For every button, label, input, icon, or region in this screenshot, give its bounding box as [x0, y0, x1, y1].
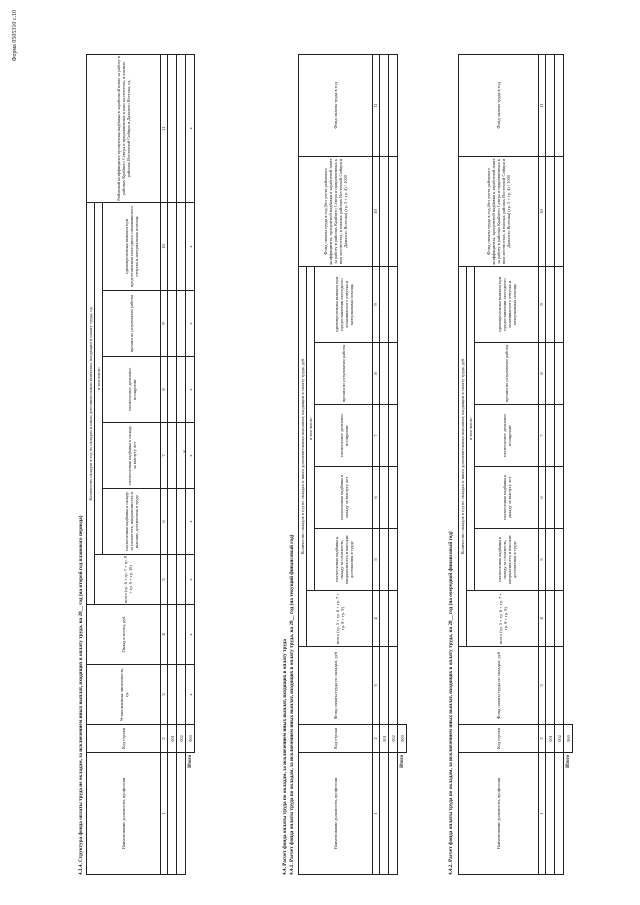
total-label: Итого	[565, 755, 571, 768]
num-7: 7	[373, 405, 380, 467]
cell[interactable]	[380, 467, 389, 529]
h-c9: единовременная выплата при предоставлении ежегодного оплачиваемого отпуска и материальная помощь	[475, 266, 539, 342]
h-c6: ежемесячная надбавка к окладу за выслугу лет	[315, 467, 373, 529]
h-c5: ежемесячная надбавка к окладу за сложность, напряженность и высокие достижения в труде	[475, 529, 539, 591]
table-4-4-1	[298, 54, 407, 875]
num-3: 3	[539, 647, 546, 725]
cell[interactable]	[177, 489, 186, 555]
cell[interactable]	[168, 489, 177, 555]
num-10: 10	[539, 156, 546, 266]
num-11: 11	[161, 54, 168, 202]
num-8: 8	[161, 357, 168, 423]
total-row	[186, 54, 195, 874]
num-8: 8	[539, 343, 546, 405]
row-code: 002	[555, 725, 564, 753]
column-numbers-row	[373, 54, 380, 874]
cell[interactable]	[555, 54, 564, 156]
column-numbers-row	[539, 54, 546, 874]
num-2: 2	[539, 725, 546, 753]
h-est: Установленная численность, ед.	[87, 665, 161, 725]
cell[interactable]	[168, 423, 177, 489]
h-group: Количество окладов в год по окладам и иным дополнительным выплатам, входящим в оплату труда, руб	[459, 266, 467, 646]
cell[interactable]	[555, 467, 564, 529]
cell[interactable]	[389, 156, 398, 266]
num-1: 1	[161, 753, 168, 875]
cell[interactable]	[389, 591, 398, 647]
h-fot: Фонд оплаты труда по окладам, руб	[299, 647, 373, 725]
num-6: 6	[373, 467, 380, 529]
h-total: всего (гр. 5 + гр. 6 + гр. 7 + гр. 8 + гр. 9)	[307, 591, 373, 647]
num-7: 7	[161, 423, 168, 489]
total-code: 900	[186, 725, 195, 753]
num-2: 2	[161, 725, 168, 753]
cell[interactable]	[546, 529, 555, 591]
num-1: 1	[373, 753, 380, 875]
cell[interactable]	[546, 266, 555, 342]
num-2: 2	[373, 725, 380, 753]
h-c11: Фонд оплаты труда в год	[459, 54, 539, 156]
cell[interactable]	[546, 405, 555, 467]
cell[interactable]	[380, 647, 389, 725]
cell[interactable]	[177, 291, 186, 357]
cell[interactable]	[168, 753, 177, 875]
x-cell: x	[186, 605, 195, 665]
num-9: 9	[373, 266, 380, 342]
cell[interactable]	[389, 266, 398, 342]
num-5: 5	[539, 529, 546, 591]
cell[interactable]	[380, 343, 389, 405]
cell[interactable]	[555, 647, 564, 725]
cell[interactable]	[177, 555, 186, 605]
cell[interactable]	[555, 591, 564, 647]
h-c7: ежемесячная надбавка к окладу за выслугу лет	[103, 423, 161, 489]
h-incl: в том числе:	[95, 202, 103, 554]
num-4: 4	[161, 605, 168, 665]
cell[interactable]	[546, 467, 555, 529]
table-row	[380, 54, 389, 874]
cell[interactable]	[546, 156, 555, 266]
total-label: Итого	[187, 755, 193, 768]
section-4-4-heading: 4.4. Расчет фонда оплаты труда по окладам, за исключением иных выплат, входящих в оплату труда	[282, 639, 288, 875]
table-row	[546, 54, 555, 874]
h-fot: Фонд оплаты труда по окладам, руб	[459, 647, 539, 725]
h-c6: ежемесячная надбавка к окладу за сложность, напряженность и высокие достижения в труде	[103, 489, 161, 555]
cell[interactable]	[389, 753, 398, 875]
h-code: Код строки	[299, 725, 373, 753]
num-6: 6	[161, 489, 168, 555]
num-11: 11	[373, 54, 380, 156]
cell[interactable]	[168, 665, 177, 725]
x-cell: x	[186, 291, 195, 357]
cell[interactable]	[177, 605, 186, 665]
row-code: 002	[177, 725, 186, 753]
cell[interactable]	[168, 291, 177, 357]
cell[interactable]	[389, 647, 398, 725]
num-9: 9	[161, 291, 168, 357]
table-4-4-2	[458, 54, 573, 875]
table-row	[555, 54, 564, 874]
table-4-3-4	[86, 54, 195, 875]
num-1: 1	[539, 753, 546, 875]
num-10: 10	[373, 156, 380, 266]
h-c10: Фонд оплаты труда в год (без учета районного коэффициента, процентной надбавки к заработной плате за работу в районах Крайнего Севера и приравненных к ним местностях, в южных районах Восточной Сибири и Дальнего Востока) (гр. 3 + гр. 4) / 1000	[459, 156, 539, 266]
cell[interactable]	[389, 529, 398, 591]
x-cell: x	[186, 423, 195, 489]
x-cell: x	[186, 202, 195, 290]
cell[interactable]	[389, 54, 398, 156]
cell[interactable]	[555, 753, 564, 875]
total-label: Итого	[399, 755, 405, 768]
num-9: 9	[539, 266, 546, 342]
h-c7: ежемесячное денежное поощрение	[475, 405, 539, 467]
cell[interactable]	[168, 357, 177, 423]
h-code: Код строки	[459, 725, 539, 753]
cell[interactable]	[546, 647, 555, 725]
total-row	[564, 54, 573, 874]
cell[interactable]	[380, 753, 389, 875]
h-salary: Оклад в месяц, руб	[87, 605, 161, 665]
num-3: 3	[161, 665, 168, 725]
total-code: 900	[564, 725, 573, 753]
table-row	[168, 54, 177, 874]
cell[interactable]	[168, 202, 177, 290]
cell[interactable]	[177, 54, 186, 202]
h-name: Наименование должности, профессии	[299, 753, 373, 875]
h-c8: премии по результатам работы	[475, 343, 539, 405]
h-group: Количество окладов в год по окладам и иным дополнительным выплатам, входящим в оплату труда, ед.	[87, 202, 95, 604]
cell[interactable]	[177, 202, 186, 290]
x-cell: x	[186, 665, 195, 725]
total-row	[398, 54, 407, 874]
form-code: Форма 0505310 с.10	[12, 10, 18, 62]
cell[interactable]	[168, 555, 177, 605]
num-5: 5	[373, 529, 380, 591]
cell[interactable]	[177, 753, 186, 875]
num-8: 8	[373, 343, 380, 405]
cell[interactable]	[177, 665, 186, 725]
cell[interactable]	[380, 405, 389, 467]
section-4-4-1-heading: 4.4.1. Расчет фонда оплаты труда по окладам, за исключением иных выплат, входящих в оплату труда, на 20__ год (на текущий финансовый год)	[289, 534, 295, 875]
cell[interactable]	[555, 156, 564, 266]
h-name: Наименование должности, профессии	[87, 753, 161, 875]
cell[interactable]	[168, 54, 177, 202]
h-incl: в том числе:	[307, 266, 315, 590]
h-c8: премии по результатам работы	[315, 343, 373, 405]
total-code: 900	[398, 725, 407, 753]
num-5: 5	[161, 555, 168, 605]
h-total: всего (гр. 6 + гр. 7 + гр. 8 + гр. 9 + гр. 10)	[95, 555, 161, 605]
cell[interactable]	[555, 529, 564, 591]
h-total: всего (гр. 5 + гр. 6 + гр. 7 + гр. 8 + гр. 9)	[467, 591, 539, 647]
h-name: Наименование должности, профессии	[459, 753, 539, 875]
cell[interactable]	[177, 423, 186, 489]
num-7: 7	[539, 405, 546, 467]
cell[interactable]	[546, 591, 555, 647]
cell[interactable]	[177, 357, 186, 423]
num-3: 3	[373, 647, 380, 725]
table-row	[177, 54, 186, 874]
h-c5: ежемесячная надбавка к окладу за сложность, напряженность и высокие достижения в труде	[315, 529, 373, 591]
num-4: 4	[373, 591, 380, 647]
num-11: 11	[539, 54, 546, 156]
cell[interactable]	[380, 54, 389, 156]
stray-mark: ˘	[182, 450, 192, 453]
row-code: 001	[168, 725, 177, 753]
x-cell: x	[186, 357, 195, 423]
h-c9: единовременная выплата при предоставлении ежегодного оплачиваемого отпуска и материальная помощь	[315, 266, 373, 342]
num-6: 6	[539, 467, 546, 529]
cell[interactable]	[555, 343, 564, 405]
cell[interactable]	[380, 156, 389, 266]
h-group: Количество окладов в год по окладам и иным дополнительным выплатам, входящим в оплату труда, руб	[299, 266, 307, 646]
section-4-4-2-heading: 4.4.2. Расчет фонда оплаты труда по окладам, за исключением иных выплат, входящих в оплату труда, на 20__ год (на очередной финансовый год)	[448, 531, 454, 875]
cell[interactable]	[546, 54, 555, 156]
cell[interactable]	[389, 405, 398, 467]
h-incl: в том числе:	[467, 266, 475, 590]
cell[interactable]	[168, 605, 177, 665]
cell[interactable]	[380, 529, 389, 591]
h-c8: ежемесячное денежное поощрение	[103, 357, 161, 423]
h-coef: Районный коэффициент, процентная надбавка к заработной плате за работу в районах Крайнего Севера и приравненных к ним местностях, в южных районах Восточной Сибири и Дальнего Востока, ед.	[87, 54, 161, 202]
h-c10: единовременная выплата при предоставлении ежегодного оплачиваемого отпуска и материальная помощь	[103, 202, 161, 290]
cell[interactable]	[555, 405, 564, 467]
num-10: 10	[161, 202, 168, 290]
num-4: 4	[539, 591, 546, 647]
h-code: Код строки	[87, 725, 161, 753]
cell[interactable]	[380, 266, 389, 342]
cell[interactable]	[555, 266, 564, 342]
x-cell: x	[186, 54, 195, 202]
row-code: 001	[546, 725, 555, 753]
row-code: 002	[389, 725, 398, 753]
h-c10: Фонд оплаты труда в год (без учета районного коэффициента, процентной надбавки к заработной плате за работу в районах Крайнего Севера и приравненных к ним местностях, в южных районах Восточной Сибири и Дальнего Востока) (гр. 3 + гр. 4) / 1000	[299, 156, 373, 266]
h-c7: ежемесячное денежное поощрение	[315, 405, 373, 467]
row-code: 001	[380, 725, 389, 753]
column-numbers-row	[161, 54, 168, 874]
h-c9: премии по результатам работы	[103, 291, 161, 357]
h-c6: ежемесячная надбавка к окладу за выслугу лет	[475, 467, 539, 529]
cell[interactable]	[380, 591, 389, 647]
cell[interactable]	[389, 343, 398, 405]
section-4-3-4-heading: 4.3.4. Структура фонда оплаты труда не окладам, за исключением иных выплат, входящих в оплату труда, на 20__ год (на второй год планового периода)	[78, 515, 84, 875]
x-cell: x	[186, 489, 195, 555]
x-cell: x	[186, 555, 195, 605]
table-row	[389, 54, 398, 874]
cell[interactable]	[389, 467, 398, 529]
cell[interactable]	[546, 343, 555, 405]
h-c11: Фонд оплаты труда в год	[299, 54, 373, 156]
cell[interactable]	[546, 753, 555, 875]
